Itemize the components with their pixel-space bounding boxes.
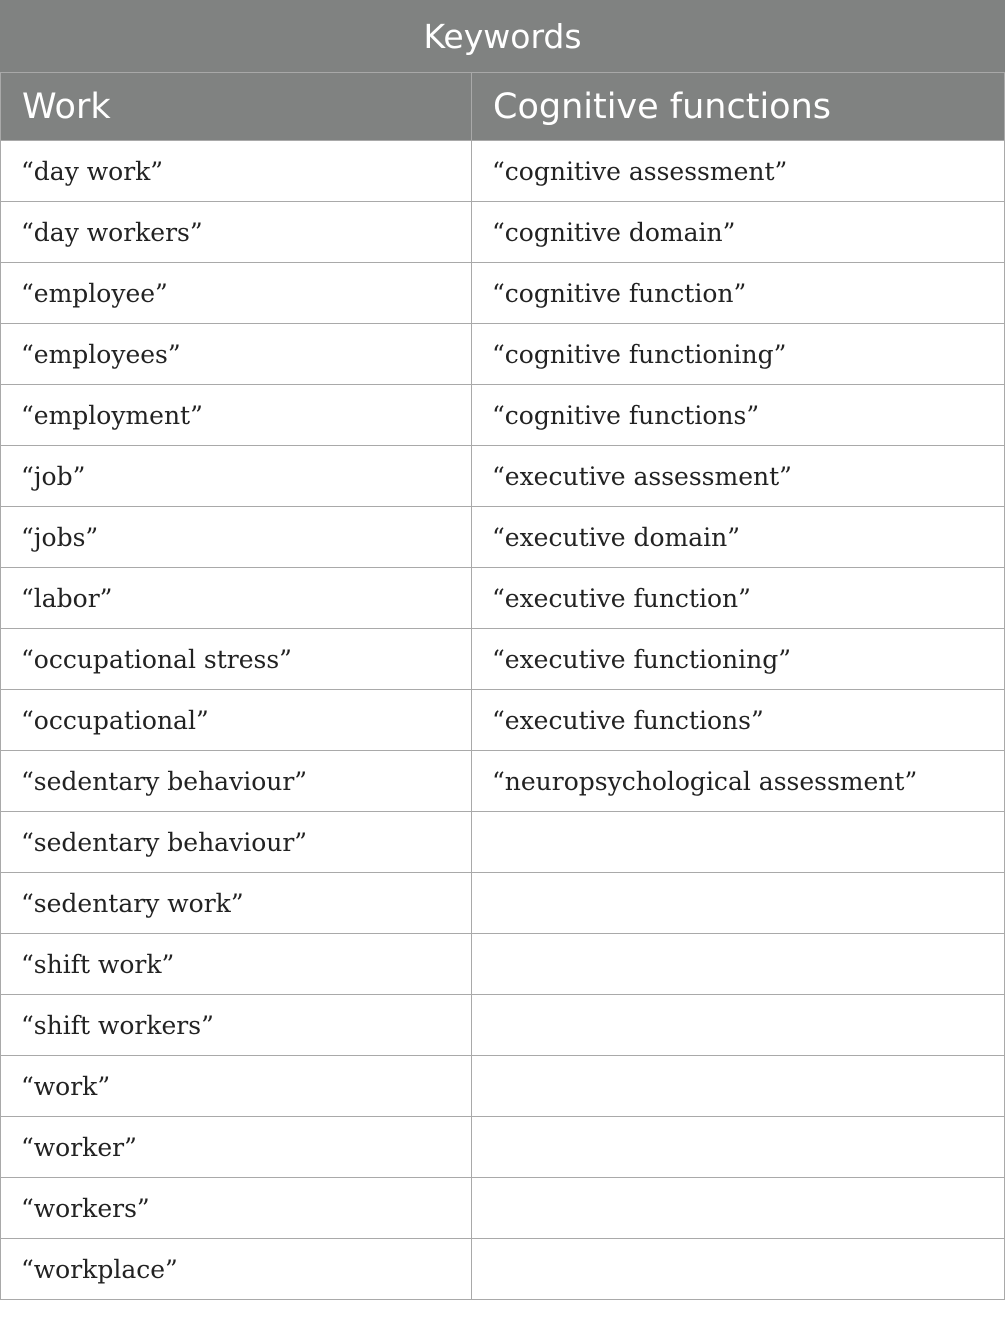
table-row bbox=[1, 690, 1005, 751]
table-row bbox=[1, 1056, 1005, 1117]
table-row bbox=[1, 263, 1005, 324]
cell-work-keyword: “jobs” bbox=[1, 507, 472, 568]
cell-work-keyword: “worker” bbox=[1, 1117, 472, 1178]
cell-cognitive-keyword bbox=[472, 1239, 1005, 1300]
cell-cognitive-keyword: “cognitive domain” bbox=[472, 202, 1005, 263]
table-row bbox=[1, 446, 1005, 507]
cell-work-keyword: “employee” bbox=[1, 263, 472, 324]
cell-work-keyword: “sedentary behaviour” bbox=[1, 812, 472, 873]
table-row bbox=[1, 1178, 1005, 1239]
cell-cognitive-keyword: “executive domain” bbox=[472, 507, 1005, 568]
table-row bbox=[1, 751, 1005, 812]
cell-cognitive-keyword: “cognitive function” bbox=[472, 263, 1005, 324]
cell-work-keyword: “occupational” bbox=[1, 690, 472, 751]
table-row bbox=[1, 629, 1005, 690]
cell-work-keyword: “shift work” bbox=[1, 934, 472, 995]
cell-cognitive-keyword: “neuropsychological assessment” bbox=[472, 751, 1005, 812]
cell-cognitive-keyword: “executive functions” bbox=[472, 690, 1005, 751]
table-row bbox=[1, 507, 1005, 568]
cell-work-keyword: “work” bbox=[1, 1056, 472, 1117]
column-header-row bbox=[1, 73, 1005, 141]
cell-cognitive-keyword bbox=[472, 995, 1005, 1056]
table-row bbox=[1, 324, 1005, 385]
cell-cognitive-keyword bbox=[472, 873, 1005, 934]
cell-work-keyword: “sedentary behaviour” bbox=[1, 751, 472, 812]
column-header-cognitive-functions: Cognitive functions bbox=[472, 73, 1005, 141]
cell-cognitive-keyword bbox=[472, 1056, 1005, 1117]
cell-work-keyword: “workers” bbox=[1, 1178, 472, 1239]
cell-cognitive-keyword: “executive functioning” bbox=[472, 629, 1005, 690]
cell-work-keyword: “day workers” bbox=[1, 202, 472, 263]
table-body bbox=[1, 141, 1005, 1300]
cell-cognitive-keyword: “cognitive assessment” bbox=[472, 141, 1005, 202]
table-row bbox=[1, 141, 1005, 202]
table-row bbox=[1, 385, 1005, 446]
column-header-work: Work bbox=[1, 73, 472, 141]
cell-work-keyword: “occupational stress” bbox=[1, 629, 472, 690]
table-title: Keywords bbox=[1, 1, 1005, 73]
cell-work-keyword: “workplace” bbox=[1, 1239, 472, 1300]
cell-work-keyword: “job” bbox=[1, 446, 472, 507]
cell-work-keyword: “labor” bbox=[1, 568, 472, 629]
table-row bbox=[1, 995, 1005, 1056]
table-row bbox=[1, 873, 1005, 934]
cell-work-keyword: “employment” bbox=[1, 385, 472, 446]
table-row bbox=[1, 1239, 1005, 1300]
cell-work-keyword: “day work” bbox=[1, 141, 472, 202]
table-row bbox=[1, 202, 1005, 263]
cell-cognitive-keyword: “cognitive functions” bbox=[472, 385, 1005, 446]
cell-cognitive-keyword: “executive assessment” bbox=[472, 446, 1005, 507]
cell-cognitive-keyword: “executive function” bbox=[472, 568, 1005, 629]
cell-cognitive-keyword bbox=[472, 812, 1005, 873]
cell-work-keyword: “employees” bbox=[1, 324, 472, 385]
cell-work-keyword: “sedentary work” bbox=[1, 873, 472, 934]
cell-work-keyword: “shift workers” bbox=[1, 995, 472, 1056]
table-row bbox=[1, 812, 1005, 873]
cell-cognitive-keyword bbox=[472, 1117, 1005, 1178]
cell-cognitive-keyword bbox=[472, 934, 1005, 995]
table-title-row bbox=[1, 1, 1005, 73]
table-row bbox=[1, 1117, 1005, 1178]
cell-cognitive-keyword bbox=[472, 1178, 1005, 1239]
table-row bbox=[1, 568, 1005, 629]
cell-cognitive-keyword: “cognitive functioning” bbox=[472, 324, 1005, 385]
table-row bbox=[1, 934, 1005, 995]
